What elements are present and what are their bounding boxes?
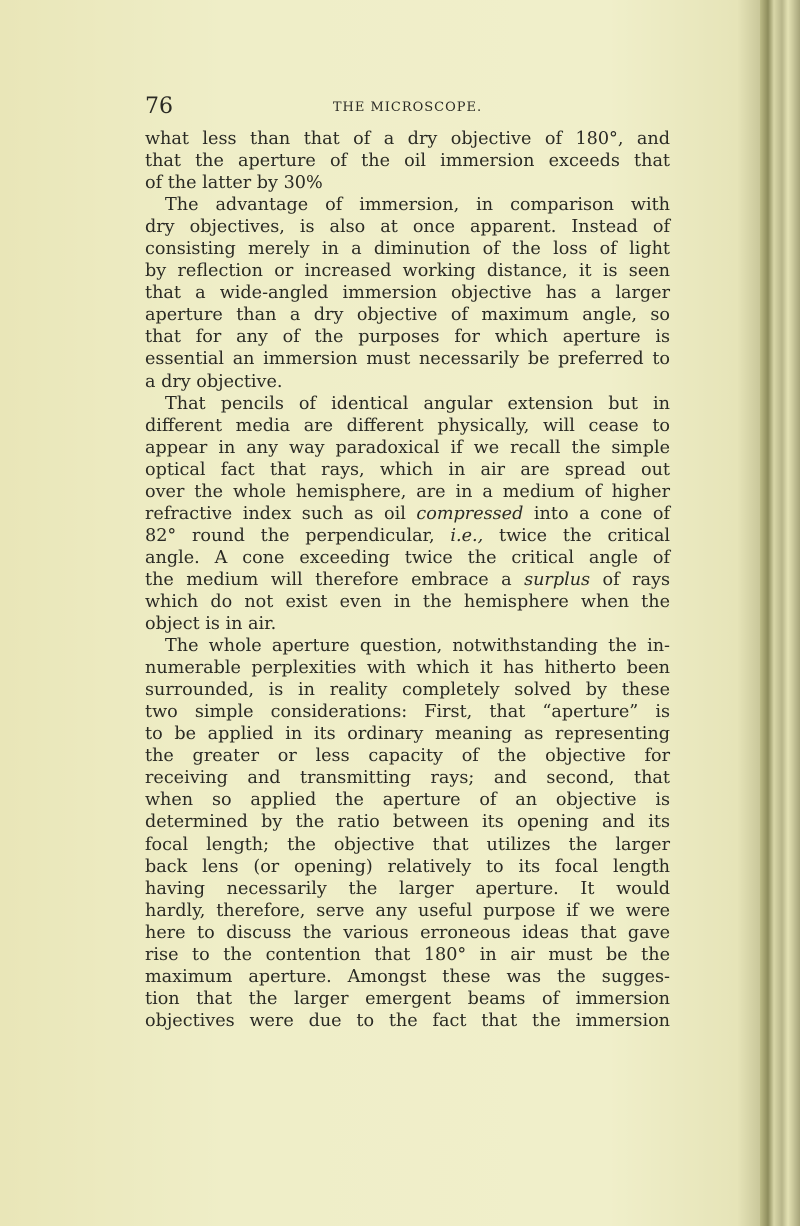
text-line <box>145 547 670 569</box>
text-segment: 82° round the perpendicular, <box>145 525 451 546</box>
text-segment: The advantage of immersion, in comparison with <box>165 195 670 216</box>
text-line <box>145 569 670 591</box>
running-title: THE MICROSCOPE. <box>332 100 483 115</box>
italic-term: surplus <box>524 569 591 590</box>
text-segment: surrounded, is in reality completely solved by these <box>145 680 670 701</box>
text-segment: twice the critical <box>483 525 670 546</box>
text-line <box>145 459 670 481</box>
text-segment: consisting merely in a diminution of the loss of light <box>145 239 670 260</box>
text-segment: what less than that of a dry objective of 180°, and <box>145 129 670 149</box>
text-line <box>145 393 670 415</box>
text-segment: to be applied in its ordinary meaning as representing <box>145 724 670 745</box>
text-segment: back lens (or opening) relatively to its focal length <box>145 856 670 877</box>
text-line <box>145 503 670 525</box>
text-line <box>145 966 670 988</box>
text-line <box>145 856 670 878</box>
text-line <box>145 1010 670 1032</box>
text-segment: that the aperture of the oil immersion exceeds that <box>145 151 670 172</box>
text-line <box>145 194 670 216</box>
text-segment: when so applied the aperture of an objective is <box>145 790 670 811</box>
text-line <box>145 371 670 393</box>
text-segment: dry objectives, is also at once apparent. Instead of <box>145 217 670 238</box>
text-segment: which do not exist even in the hemisphere when the <box>145 591 670 612</box>
text-segment: different media are different physically, will cease to <box>145 415 670 436</box>
page-number: 76 <box>145 94 173 119</box>
italic-term: i.e., <box>450 525 484 546</box>
text-line <box>145 745 670 767</box>
page-header <box>145 94 670 124</box>
text-line <box>145 282 670 304</box>
text-segment: maximum aperture. Amongst these was the sugges- <box>145 966 670 987</box>
text-line <box>145 304 670 326</box>
text-line <box>145 767 670 789</box>
book-binding-edge <box>760 0 800 1226</box>
text-line <box>145 834 670 856</box>
text-line <box>145 613 670 635</box>
text-segment: essential an immersion must necessarily be preferred to <box>145 349 670 370</box>
text-line <box>145 679 670 701</box>
text-line <box>145 525 670 547</box>
text-segment: rise to the contention that 180° in air must be the <box>145 944 670 965</box>
text-line <box>145 988 670 1010</box>
text-segment: a dry objective. <box>145 371 283 392</box>
text-segment: optical fact that rays, which in air are spread out <box>145 459 670 480</box>
text-line <box>145 900 670 922</box>
text-segment: numerable perplexities with which it has hitherto been <box>145 658 670 679</box>
text-segment: determined by the ratio between its opening and its <box>145 812 670 833</box>
text-line <box>145 348 670 370</box>
text-line <box>145 944 670 966</box>
text-segment: receiving and transmitting rays; and second, that <box>145 768 670 789</box>
body-text <box>145 128 670 1032</box>
text-segment: that for any of the purposes for which aperture is <box>145 327 670 348</box>
text-segment: here to discuss the various erroneous ideas that gave <box>145 922 670 943</box>
text-segment: hardly, therefore, serve any useful purpose if we were <box>145 900 670 921</box>
text-line <box>145 415 670 437</box>
text-line <box>145 789 670 811</box>
text-line <box>145 723 670 745</box>
text-segment: by reflection or increased working distance, it is seen <box>145 261 670 282</box>
text-segment: aperture than a dry objective of maximum angle, so <box>145 305 670 326</box>
text-line <box>145 922 670 944</box>
text-segment: of the latter by 30% <box>145 173 323 194</box>
text-line <box>145 878 670 900</box>
text-segment: two simple considerations: First, that “aperture” is <box>145 702 670 723</box>
text-line <box>145 437 670 459</box>
text-segment: focal length; the objective that utilizes the larger <box>145 834 670 855</box>
text-line <box>145 238 670 260</box>
text-line <box>145 326 670 348</box>
text-segment: into a cone of <box>523 503 671 524</box>
text-segment: over the whole hemisphere, are in a medium of higher <box>145 481 670 502</box>
text-line <box>145 811 670 833</box>
text-segment: The whole aperture question, notwithstanding the in- <box>165 636 670 657</box>
text-line <box>145 635 670 657</box>
text-line <box>145 128 670 150</box>
text-segment: angle. A cone exceeding twice the critical angle of <box>145 547 670 568</box>
text-segment: objectives were due to the fact that the immersion <box>145 1010 670 1031</box>
text-segment: That pencils of identical angular extension but in <box>165 393 670 414</box>
text-segment: the medium will therefore embrace a <box>145 569 525 590</box>
text-line <box>145 701 670 723</box>
text-line <box>145 591 670 613</box>
text-segment: the greater or less capacity of the objective for <box>145 746 670 767</box>
text-line <box>145 657 670 679</box>
text-segment: object is in air. <box>145 614 277 635</box>
text-line <box>145 481 670 503</box>
italic-term: compressed <box>416 503 524 524</box>
text-line <box>145 150 670 172</box>
text-segment: that a wide-angled immersion objective has a larger <box>145 283 670 304</box>
text-line <box>145 260 670 282</box>
text-segment: refractive index such as oil <box>145 503 417 524</box>
text-segment: of rays <box>590 569 670 590</box>
text-line <box>145 216 670 238</box>
text-segment: appear in any way paradoxical if we recall the simple <box>145 437 670 458</box>
text-segment: tion that the larger emergent beams of immersion <box>145 988 670 1009</box>
text-segment: having necessarily the larger aperture. It would <box>145 878 670 899</box>
text-line <box>145 172 670 194</box>
